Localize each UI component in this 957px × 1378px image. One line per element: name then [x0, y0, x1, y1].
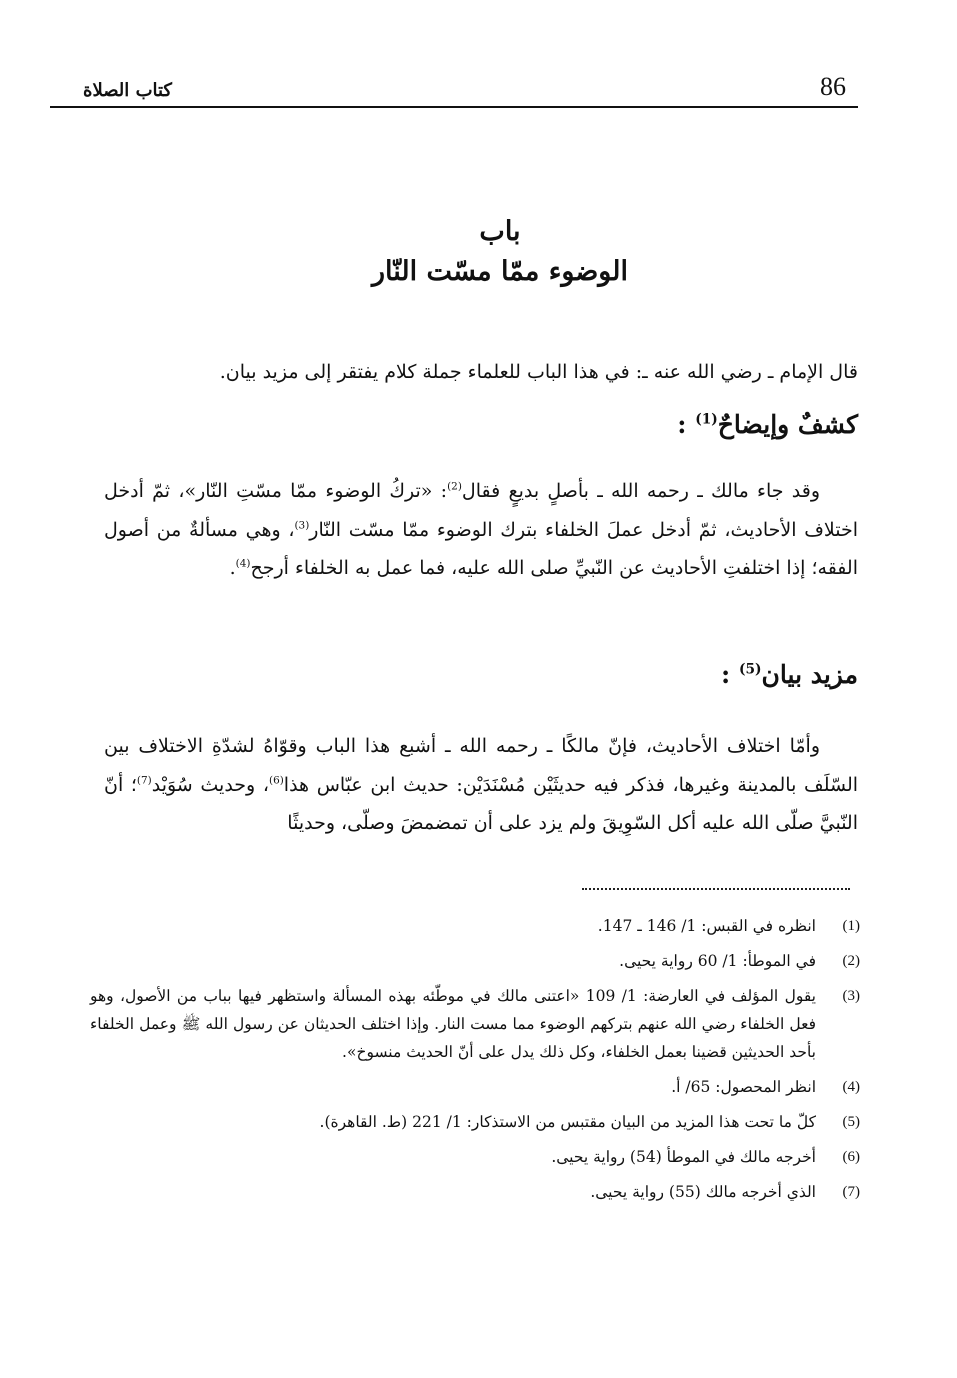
- footnote-number: (1): [842, 918, 860, 934]
- footnote-number: (7): [842, 1184, 860, 1200]
- footnote-ref: (1): [695, 411, 718, 428]
- page-number: 86: [820, 72, 846, 101]
- chapter-title: الوضوء ممّا مسّت النّار: [372, 256, 628, 287]
- footnote: [90, 982, 860, 1066]
- section-heading-text: كشفٌ وإيضاحٌ: [717, 410, 858, 439]
- body-paragraph: وقد جاء مالك ـ رحمه الله ـ بأصلٍ بديعٍ فقال$^{(2)}$: «تركُ الوضوء ممّا مسّتِ النّار»، ثمّ أدخل اختلاف الأحاديث، ثمّ أدخل عملَ الخلفاء بترك الوضوء ممّا مسّت النّار$^{(3)}$، وهي مسألةٌ من أصول الفقه؛ إذا اختلفتِ الأحاديث عن النّبيِّ صلى الله عليه، فما عمل به الخلفاء أرجح$^{(4)}$.: [104, 480, 858, 579]
- footnote-number: (6): [842, 1149, 860, 1165]
- body-paragraph: وأمّا اختلاف الأحاديث، فإنّ مالكًا ـ رحمه الله ـ أشبع هذا الباب وقوّاهُ لشدّةِ الاختلاف بين السّلَف بالمدينة وغيرها، فذكر فيه حديثَيْن مُسْنَدَيْن: حديث ابن عبّاس هذا$^{(6)}$، وحديث سُوَيْد$^{(7)}$؛ أنّ النّبيَّ صلّى الله عليه أكل السّوِيقَ ولم يزد على أن تمضمضَ وصلّى، وحديثًا: [104, 735, 859, 834]
- footnote-separator: [582, 888, 850, 890]
- chapter-heading: [300, 212, 700, 292]
- footnote: [90, 1073, 860, 1101]
- header-rule: [50, 106, 858, 108]
- footnote-text: في الموطأ: 1/ 60 رواية يحيى.: [619, 952, 816, 970]
- footnote-number: (2): [842, 953, 860, 969]
- footnote-text: انظر المحصول: 65/ أ.: [671, 1078, 816, 1096]
- footnote-ref: (4): [235, 557, 251, 570]
- footnote: [90, 1178, 860, 1206]
- footnote: [90, 1143, 860, 1171]
- footnote-number: (3): [842, 988, 860, 1004]
- footnote: [90, 947, 860, 975]
- footnote-text: يقول المؤلف في العارضة: 1/ 109 «اعتنى مالك في موطّئه بهذه المسألة واستظهر فيها بباب من الأصول، وهو فعل الخلفاء رضي الله عنهم بتركهم الوضوء مما مست النار. وإذا اختلف الحديثان عن رسول الله ﷺ وعمل الخلفاء بأحد الحديثين قضينا بعمل الخلفاء، وكل ذلك يدل على أنّ الحديث منسوخ».: [90, 987, 816, 1061]
- footnote-number: (5): [842, 1114, 860, 1130]
- section-heading-clarification: كشفٌ وإيضاحٌ$^{(1)}$ :: [677, 410, 858, 439]
- chapter-word: باب: [479, 216, 521, 247]
- footnote: [90, 1108, 860, 1136]
- intro-paragraph: قال الإمام ـ رضي الله عنه ـ: في هذا الباب للعلماء جملة كلام يفتقر إلى مزيد بيان.: [219, 361, 858, 383]
- footnotes: [90, 912, 860, 1213]
- section-heading-text: مزيد بيان: [761, 660, 858, 689]
- footnote-text: كلّ ما تحت هذا المزيد من البيان مقتبس من الاستذكار: 1/ 221 (ط. القاهرة).: [319, 1113, 816, 1131]
- footnote-ref: (7): [136, 774, 152, 787]
- footnote-ref: (5): [738, 661, 762, 678]
- footnote-number: (4): [842, 1079, 860, 1095]
- footnote-text: أخرجه مالك في الموطأ (54) رواية يحيى.: [551, 1148, 816, 1166]
- footnote-ref: (2): [447, 480, 462, 493]
- footnote-ref: (3): [294, 519, 310, 532]
- section-heading-more-explanation: مزيد بيان$^{(5)}$ :: [721, 660, 858, 689]
- footnote-ref: (6): [268, 774, 284, 787]
- footnote: [90, 912, 860, 940]
- running-header-title: كتاب الصلاة: [83, 80, 172, 101]
- footnote-text: الذي أخرجه مالك (55) رواية يحيى.: [590, 1183, 816, 1201]
- footnote-text: انظره في القبس: 1/ 146 ـ 147.: [597, 917, 816, 935]
